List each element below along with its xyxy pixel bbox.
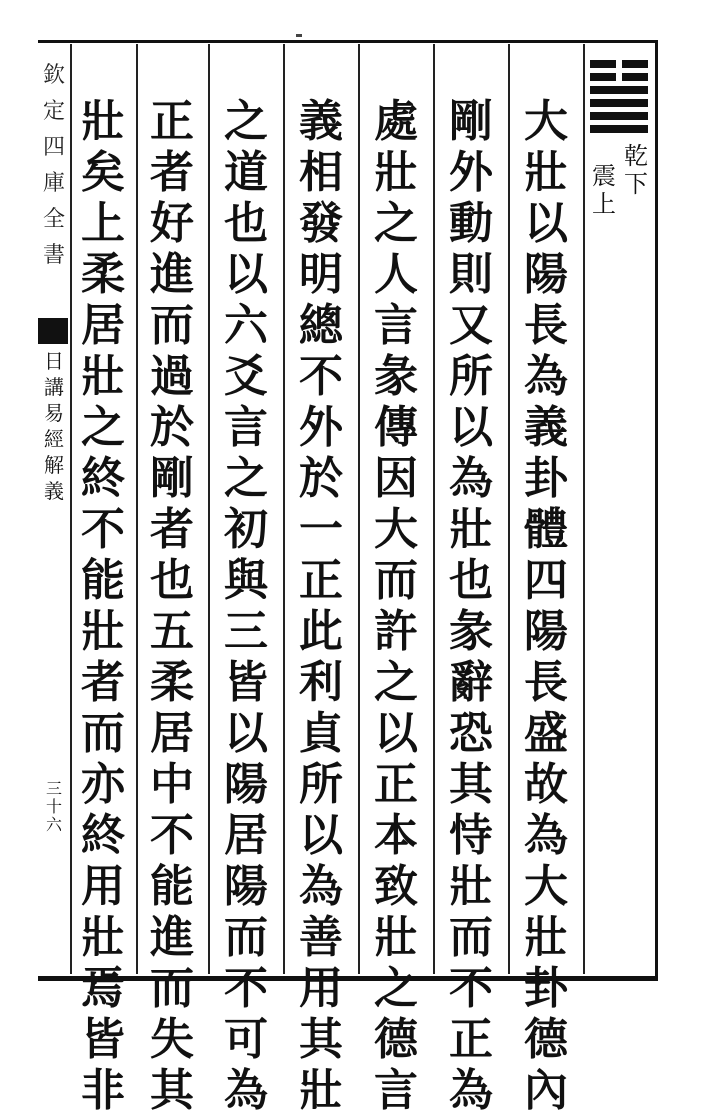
text-char: 又	[449, 300, 493, 351]
text-char: 致	[374, 861, 418, 912]
text-char: 大	[374, 504, 418, 555]
text-char: 陽	[224, 759, 268, 810]
page-number: 三十六	[45, 779, 62, 834]
text-char: 言	[224, 402, 268, 453]
margin-book-title	[40, 58, 68, 274]
text-char: 以	[449, 402, 493, 453]
text-char: 正	[449, 1014, 493, 1065]
text-column-2	[441, 96, 501, 1116]
text-char: 正	[150, 96, 194, 147]
text-char: 壯	[81, 606, 125, 657]
column-rule	[208, 44, 210, 974]
margin-char: 經	[44, 427, 64, 451]
text-char: 上	[81, 198, 125, 249]
text-char: 進	[150, 912, 194, 963]
text-char: 剛	[150, 453, 194, 504]
text-char: 而	[374, 555, 418, 606]
margin-char: 書	[42, 243, 65, 268]
text-char: 德	[374, 1014, 418, 1065]
text-char: 五	[150, 606, 194, 657]
text-char: 用	[81, 861, 125, 912]
text-char: 恐	[449, 708, 493, 759]
text-char: 所	[299, 759, 343, 810]
text-char: 壯	[374, 147, 418, 198]
text-char: 終	[81, 810, 125, 861]
text-char: 柔	[150, 657, 194, 708]
text-char: 正	[374, 759, 418, 810]
text-char: 義	[299, 96, 343, 147]
text-char: 所	[449, 351, 493, 402]
text-char: 爻	[224, 351, 268, 402]
fish-tail-mark	[38, 318, 68, 344]
text-char: 也	[449, 555, 493, 606]
trigram-lower-label	[592, 162, 616, 218]
text-char: 不	[150, 810, 194, 861]
text-char: 卦	[524, 963, 568, 1014]
page-top-border	[38, 40, 658, 43]
text-column-1	[516, 96, 576, 1116]
text-char: 不	[224, 963, 268, 1014]
trigram-upper-label	[624, 142, 648, 198]
text-char: 卦	[524, 453, 568, 504]
text-char: 能	[150, 861, 194, 912]
text-char: 正	[299, 555, 343, 606]
text-char: 壯	[299, 1065, 343, 1116]
text-char: 也	[150, 555, 194, 606]
text-char: 能	[81, 555, 125, 606]
text-char: 內	[524, 1065, 568, 1116]
column-rule	[508, 44, 510, 974]
text-char: 明	[299, 249, 343, 300]
hexagram-da-zhuang-icon	[590, 60, 648, 138]
text-char: 之	[224, 453, 268, 504]
text-char: 為	[524, 351, 568, 402]
text-char: 德	[524, 1014, 568, 1065]
text-char: 一	[299, 504, 343, 555]
text-char: 居	[150, 708, 194, 759]
text-column-6	[142, 96, 202, 1116]
text-char: 之	[81, 402, 125, 453]
text-char: 於	[299, 453, 343, 504]
text-char: 動	[449, 198, 493, 249]
text-char: 因	[374, 453, 418, 504]
text-char: 其	[299, 1014, 343, 1065]
text-char: 壯	[81, 912, 125, 963]
text-char: 為	[224, 1065, 268, 1116]
text-char: 以	[374, 708, 418, 759]
text-char: 過	[150, 351, 194, 402]
text-char: 彖	[449, 606, 493, 657]
text-char: 長	[524, 300, 568, 351]
text-char: 大	[524, 96, 568, 147]
text-char: 壯	[81, 351, 125, 402]
margin-char: 四	[42, 135, 65, 160]
text-char: 故	[524, 759, 568, 810]
text-char: 之	[374, 963, 418, 1014]
text-char: 而	[81, 708, 125, 759]
text-char: 壯	[449, 504, 493, 555]
text-char: 居	[224, 810, 268, 861]
text-column-5	[216, 96, 276, 1116]
text-char: 用	[299, 963, 343, 1014]
margin-char: 義	[44, 479, 64, 503]
text-char: 為	[449, 1065, 493, 1116]
text-char: 許	[374, 606, 418, 657]
column-rule	[583, 44, 585, 974]
text-char: 陽	[524, 606, 568, 657]
text-char: 善	[299, 912, 343, 963]
text-column-4	[291, 96, 351, 1116]
trigram-char: 震	[592, 162, 616, 190]
text-char: 為	[449, 453, 493, 504]
trigram-char: 上	[592, 190, 616, 218]
text-char: 柔	[81, 249, 125, 300]
text-char: 初	[224, 504, 268, 555]
text-char: 壯	[449, 861, 493, 912]
top-mark	[296, 34, 302, 37]
column-rule	[283, 44, 285, 974]
text-char: 焉	[81, 963, 125, 1014]
margin-char: 定	[42, 99, 65, 124]
text-char: 壯	[524, 912, 568, 963]
text-char: 以	[299, 810, 343, 861]
text-char: 而	[150, 963, 194, 1014]
text-char: 恃	[449, 810, 493, 861]
text-char: 非	[81, 1065, 125, 1116]
text-char: 於	[150, 402, 194, 453]
text-char: 壯	[81, 96, 125, 147]
text-char: 之	[224, 96, 268, 147]
margin-char: 講	[44, 375, 64, 399]
text-char: 不	[449, 963, 493, 1014]
text-char: 亦	[81, 759, 125, 810]
page-right-border	[655, 40, 658, 980]
column-rule	[433, 44, 435, 974]
text-char: 言	[374, 300, 418, 351]
margin-char: 全	[42, 207, 65, 232]
text-char: 外	[299, 402, 343, 453]
column-rule	[136, 44, 138, 974]
text-column-7	[73, 96, 133, 1116]
text-char: 利	[299, 657, 343, 708]
text-char: 皆	[224, 657, 268, 708]
text-char: 失	[150, 1014, 194, 1065]
column-rule	[358, 44, 360, 974]
text-char: 總	[299, 300, 343, 351]
margin-char: 欽	[42, 63, 65, 88]
text-char: 辭	[449, 657, 493, 708]
text-char: 可	[224, 1014, 268, 1065]
text-char: 六	[224, 300, 268, 351]
text-char: 貞	[299, 708, 343, 759]
text-char: 本	[374, 810, 418, 861]
text-char: 以	[224, 249, 268, 300]
text-char: 不	[81, 504, 125, 555]
column-rule	[70, 44, 72, 974]
text-char: 不	[299, 351, 343, 402]
text-char: 之	[374, 657, 418, 708]
text-char: 與	[224, 555, 268, 606]
text-char: 居	[81, 300, 125, 351]
trigram-labels	[588, 142, 652, 222]
text-char: 道	[224, 147, 268, 198]
text-char: 人	[374, 249, 418, 300]
text-char: 其	[150, 1065, 194, 1116]
text-char: 終	[81, 453, 125, 504]
margin-char: 日	[44, 349, 64, 373]
text-char: 體	[524, 504, 568, 555]
text-char: 義	[524, 402, 568, 453]
text-char: 剛	[449, 96, 493, 147]
text-char: 此	[299, 606, 343, 657]
text-char: 其	[449, 759, 493, 810]
margin-char: 易	[44, 401, 64, 425]
text-char: 皆	[81, 1014, 125, 1065]
margin-volume-title	[40, 348, 68, 504]
text-char: 盛	[524, 708, 568, 759]
text-char: 壯	[524, 147, 568, 198]
text-char: 則	[449, 249, 493, 300]
text-char: 者	[150, 504, 194, 555]
text-char: 為	[524, 810, 568, 861]
text-char: 外	[449, 147, 493, 198]
text-char: 之	[374, 198, 418, 249]
text-char: 好	[150, 198, 194, 249]
text-char: 相	[299, 147, 343, 198]
text-char: 長	[524, 657, 568, 708]
trigram-char: 下	[624, 170, 648, 198]
text-char: 彖	[374, 351, 418, 402]
text-char: 中	[150, 759, 194, 810]
text-char: 壯	[374, 912, 418, 963]
text-char: 為	[299, 861, 343, 912]
text-char: 陽	[524, 249, 568, 300]
text-char: 也	[224, 198, 268, 249]
text-char: 大	[524, 861, 568, 912]
text-char: 進	[150, 249, 194, 300]
text-char: 而	[449, 912, 493, 963]
text-char: 處	[374, 96, 418, 147]
text-char: 而	[150, 300, 194, 351]
text-char: 以	[224, 708, 268, 759]
margin-char: 解	[44, 453, 64, 477]
text-char: 者	[81, 657, 125, 708]
text-column-3	[366, 96, 426, 1116]
text-char: 傳	[374, 402, 418, 453]
text-char: 陽	[224, 861, 268, 912]
text-char: 發	[299, 198, 343, 249]
text-char: 者	[150, 147, 194, 198]
text-char: 矣	[81, 147, 125, 198]
text-char: 而	[224, 912, 268, 963]
text-char: 以	[524, 198, 568, 249]
text-char: 四	[524, 555, 568, 606]
text-char: 言	[374, 1065, 418, 1116]
text-char: 三	[224, 606, 268, 657]
trigram-char: 乾	[624, 142, 648, 170]
margin-char: 庫	[42, 171, 65, 196]
